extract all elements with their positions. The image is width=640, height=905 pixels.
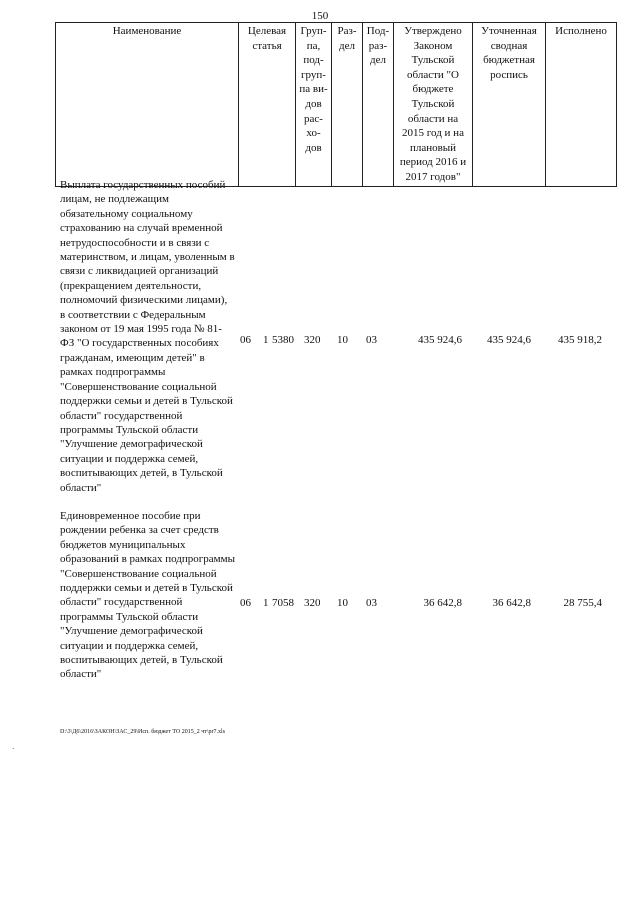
page-number: 150 [311, 10, 329, 22]
target-article-code: 5380 [272, 334, 294, 346]
header-executed: Исполнено [546, 23, 617, 187]
row-name: Выплата государственных пособий лицам, не подлежащим обязательному социальному страхованию на случай временной нетрудоспособности и в связи с материнством, и лицам, уволенным в связи с ликвидацией организаций (прекращением деятельности, полномочий физическими лицами), в соответствии с Федеральным законом от 19 мая 1995 года № 81-ФЗ "О государственных пособиях гражданам, имеющим детей" в рамках подпрограммы "Совершенствование социальной поддержки семьи и детей в Тульской области" государственной программы Тульской области "Улучшение демографической ситуации и поддержка семей, воспитывающих детей, в Тульской области" [60, 179, 235, 494]
refined-amount: 36 642,8 [492, 597, 531, 609]
subsection: 03 [366, 597, 377, 609]
header-refined [473, 23, 546, 187]
header-expense-group [296, 23, 332, 187]
header-table [55, 22, 617, 187]
header-target-article: Целевая статья [239, 23, 296, 187]
file-path-footer: D:\3\Д6\2016\ЗАКОН\ЗАС_29\Исп. бюджет ТО 2015_2 чт\pr7.xls [60, 729, 226, 735]
header-name: Наименование [56, 23, 239, 187]
header-section-text: Раз- дел [337, 25, 357, 52]
header-refined-text: Уточненная сводная бюджетная роспись [481, 25, 537, 81]
target-article-program: 06 [240, 597, 251, 609]
approved-amount: 435 924,6 [418, 334, 462, 346]
section: 10 [337, 334, 348, 346]
expense-group: 320 [304, 597, 321, 609]
target-article-subprogram: 1 [263, 334, 269, 346]
executed-amount: 28 755,4 [563, 597, 602, 609]
header-subsection [363, 23, 394, 187]
target-article-program: 06 [240, 334, 251, 346]
target-article-code: 7058 [272, 597, 294, 609]
executed-amount: 435 918,2 [558, 334, 602, 346]
refined-amount: 435 924,6 [487, 334, 531, 346]
target-article-subprogram: 1 [263, 597, 269, 609]
row-name: Единовременное пособие при рождении ребенка за счет средств бюджетов муниципальных образований в рамках подпрограммы "Совершенствование социальной поддержки семьи и детей в Тульской области" государственной программы Тульской области "Улучшение демографической ситуации и поддержка семей, воспитывающих детей, в Тульской области" [60, 510, 235, 681]
header-subsection-text: Под- раз- дел [366, 25, 390, 67]
section: 10 [337, 597, 348, 609]
header-approved [394, 23, 473, 187]
approved-amount: 36 642,8 [423, 597, 462, 609]
header-approved-text: Утверждено Законом Тульской области "О бюджете Тульской области на 2015 год и на плановый период 2016 и 2017 годов" [399, 25, 467, 183]
subsection: 03 [366, 334, 377, 346]
header-row [56, 23, 617, 187]
margin-mark: · [12, 745, 15, 753]
expense-group: 320 [304, 334, 321, 346]
header-section [332, 23, 363, 187]
header-expense-group-text: Груп- па, под- груп- па ви- дов рас- хо- дов [299, 25, 328, 154]
